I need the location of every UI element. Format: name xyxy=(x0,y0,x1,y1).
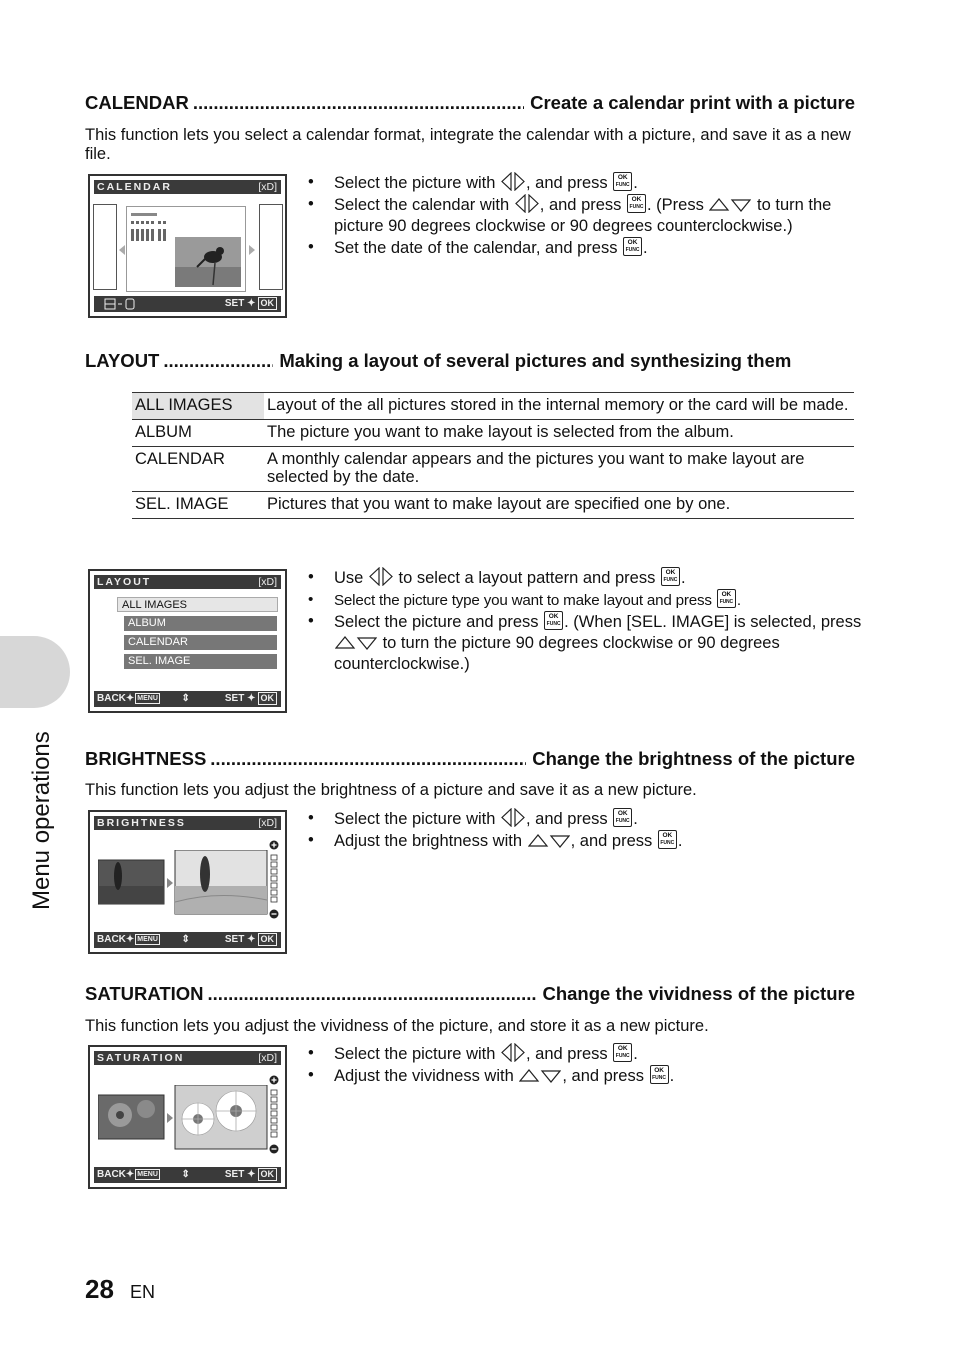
list-item: • Select the calendar with , and press OK FUNC. (Press to turn the picture 90 degrees clockwise or 90 degrees counterclockwise.) xyxy=(308,194,873,237)
left-right-arrows-icon xyxy=(501,1043,525,1062)
saturation-screen-title: SATURATION [xD] xyxy=(94,1051,281,1065)
calendar-grid-icon xyxy=(127,207,245,291)
brightness-steps xyxy=(308,808,873,852)
saturation-steps xyxy=(308,1043,873,1087)
brightness-screen-title: BRIGHTNESS [xD] xyxy=(94,816,281,830)
ok-func-button-icon xyxy=(717,589,736,608)
ok-func-button-icon xyxy=(613,172,632,191)
layout-steps xyxy=(308,567,873,675)
section-side-tab xyxy=(0,636,70,708)
left-right-arrows-icon xyxy=(501,172,525,191)
layout-rotate-icon xyxy=(104,298,136,310)
chevron-right-icon xyxy=(248,244,256,256)
table-row: SEL. IMAGE Pictures that you want to make layout are specified one by one. xyxy=(132,492,854,519)
up-down-arrows-icon xyxy=(335,635,377,651)
left-right-arrows-icon xyxy=(369,567,393,586)
list-item: • Use to select a layout pattern and press OK FUNC. xyxy=(308,567,873,589)
calendar-heading-name: CALENDAR xyxy=(85,92,189,113)
ok-func-button-icon xyxy=(627,194,646,213)
saturation-screen-footer: BACK✦ MENU ⇕ SET ✦ OK xyxy=(94,1167,281,1183)
table-row: ALL IMAGES Layout of the all pictures stored in the internal memory or the card will be made. xyxy=(132,393,854,420)
calendar-heading-desc: Create a calendar print with a picture xyxy=(530,92,855,113)
calendar-preview xyxy=(126,206,246,292)
list-item: • Adjust the brightness with , and press OK FUNC. xyxy=(308,830,873,852)
saturation-heading xyxy=(85,983,855,1005)
layout-heading xyxy=(85,350,855,372)
ok-func-button-icon xyxy=(544,611,563,630)
calendar-screen xyxy=(88,174,287,318)
brightness-screen xyxy=(88,810,287,954)
up-down-arrows-icon xyxy=(528,833,570,849)
menu-item-calendar[interactable]: CALENDAR xyxy=(124,635,277,650)
list-item: • Set the date of the calendar, and press OK FUNC. xyxy=(308,237,873,259)
list-item: • Select the picture with , and press OK FUNC. xyxy=(308,172,873,194)
ok-func-button-icon xyxy=(623,237,642,256)
saturation-heading-desc: Change the vividness of the picture xyxy=(542,983,855,1004)
ok-func-button-icon xyxy=(661,567,680,586)
saturation-preview-images xyxy=(98,1085,268,1151)
leader-dots xyxy=(193,92,524,114)
brightness-heading-desc: Change the brightness of the picture xyxy=(532,748,855,769)
saturation-intro: This function lets you adjust the vividness of the picture, and store it as a new picture. xyxy=(85,1017,709,1035)
layout-screen-footer: BACK✦ MENU ⇕ SET ✦ OK xyxy=(94,691,281,707)
language-label: EN xyxy=(130,1282,156,1302)
scroll-arrows-icon: ⇕ xyxy=(181,934,190,945)
brightness-preview-images xyxy=(98,850,268,916)
page-number: 28 xyxy=(85,1274,114,1304)
list-item: • Select the picture with , and press OK FUNC. xyxy=(308,1043,873,1065)
list-item: • Adjust the vividness with , and press OK FUNC. xyxy=(308,1065,873,1087)
saturation-screen xyxy=(88,1045,287,1189)
ok-func-button-icon xyxy=(613,808,632,827)
calendar-intro: This function lets you select a calendar format, integrate the calendar with a picture, and save it as a new file. xyxy=(85,126,851,163)
brightness-intro: This function lets you adjust the brightness of a picture and save it as a new picture. xyxy=(85,781,697,799)
menu-item-sel-image[interactable]: SEL. IMAGE xyxy=(124,654,277,669)
up-down-arrows-icon xyxy=(709,197,751,213)
brightness-screen-footer: BACK✦ MENU ⇕ SET ✦ OK xyxy=(94,932,281,948)
leader-dots xyxy=(210,748,526,770)
leader-dots xyxy=(163,350,273,372)
calendar-screen-footer: SET ✦ OK xyxy=(94,296,281,312)
brightness-heading xyxy=(85,748,855,770)
scroll-arrows-icon: ⇕ xyxy=(181,1169,190,1180)
layout-screen-title: LAYOUT [xD] xyxy=(94,575,281,589)
menu-item-album[interactable]: ALBUM xyxy=(124,616,277,631)
scroll-arrows-icon: ⇕ xyxy=(181,693,190,704)
saturation-level-scale-icon xyxy=(268,1075,280,1155)
side-tab-label: Menu operations xyxy=(28,731,55,910)
up-down-arrows-icon xyxy=(519,1068,561,1084)
layout-options-table xyxy=(132,392,854,519)
brightness-level-scale-icon xyxy=(268,840,280,920)
brightness-heading-name: BRIGHTNESS xyxy=(85,748,207,769)
prev-page-thumb xyxy=(93,204,117,290)
calendar-heading xyxy=(85,92,855,114)
menu-item-all-images[interactable]: ALL IMAGES xyxy=(117,597,278,612)
saturation-heading-name: SATURATION xyxy=(85,983,204,1004)
layout-screen xyxy=(88,569,287,713)
calendar-steps xyxy=(308,172,873,259)
layout-heading-desc: Making a layout of several pictures and synthesizing them xyxy=(279,350,792,371)
layout-heading-name: LAYOUT xyxy=(85,350,160,371)
ok-func-button-icon xyxy=(650,1065,669,1084)
leader-dots xyxy=(208,983,537,1005)
next-page-thumb xyxy=(259,204,283,290)
list-item: • Select the picture and press OK FUNC. (When [SEL. IMAGE] is selected, press to turn the picture 90 degrees clockwise or 90 degrees counterclockwise.) xyxy=(308,611,873,675)
ok-func-button-icon xyxy=(658,830,677,849)
table-row: ALBUM The picture you want to make layout is selected from the album. xyxy=(132,420,854,447)
list-item: • Select the picture with , and press OK FUNC. xyxy=(308,808,873,830)
ok-func-button-icon xyxy=(613,1043,632,1062)
left-right-arrows-icon xyxy=(515,194,539,213)
table-row: CALENDAR A monthly calendar appears and the pictures you want to make layout are selected by the date. xyxy=(132,447,854,492)
chevron-left-icon xyxy=(118,244,126,256)
left-right-arrows-icon xyxy=(501,808,525,827)
list-item: • Select the picture type you want to make layout and press OK FUNC. xyxy=(308,589,873,611)
calendar-screen-title: CALENDAR [xD] xyxy=(94,180,281,194)
